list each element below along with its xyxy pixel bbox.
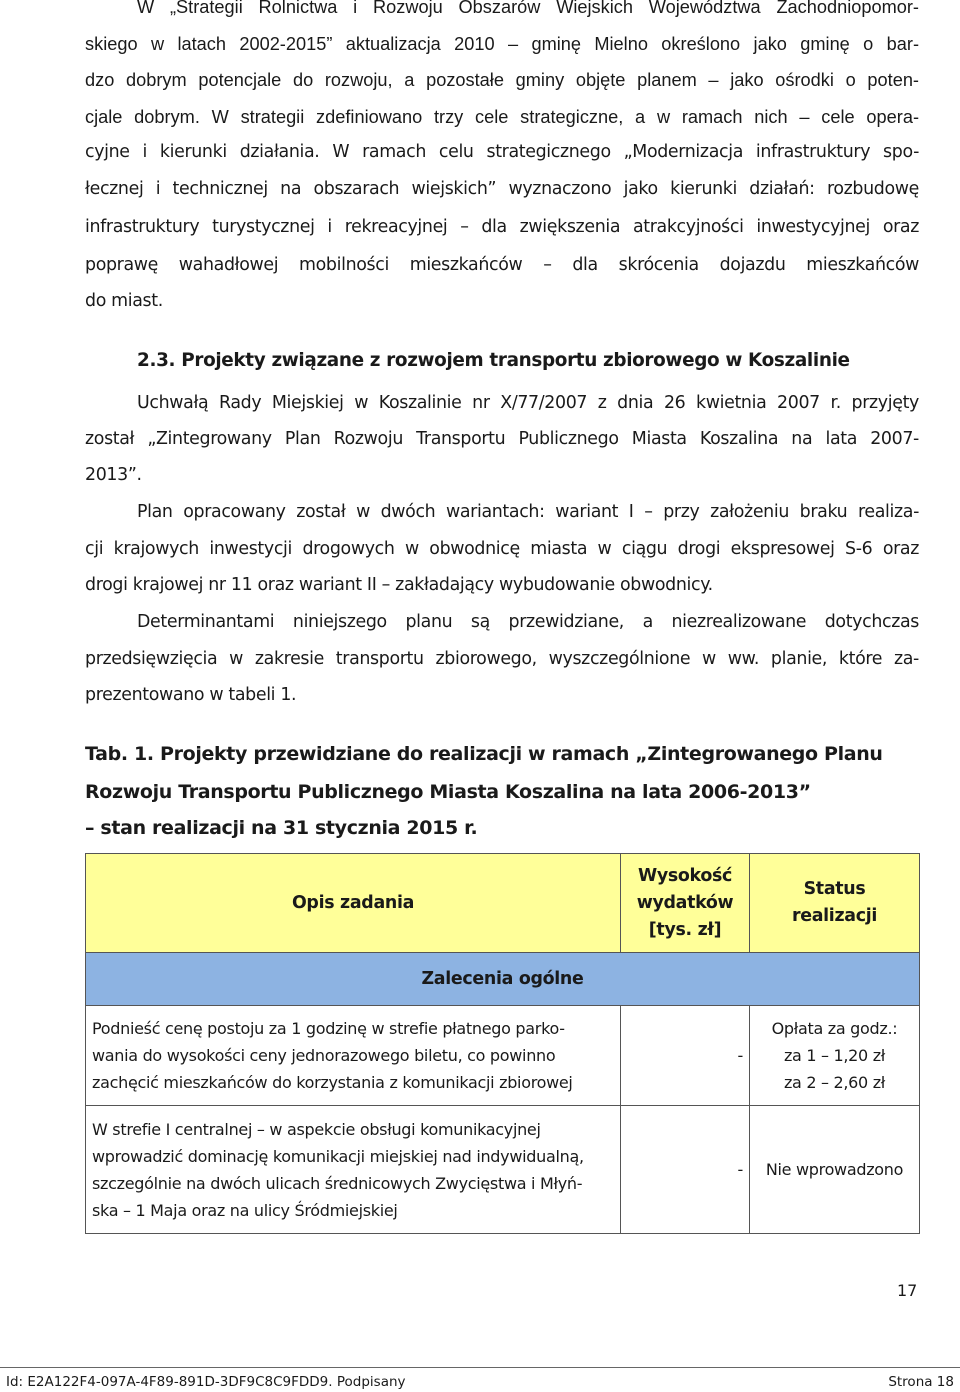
header-description: [86, 854, 621, 953]
header-status: [750, 854, 920, 953]
row-description: [86, 1106, 621, 1234]
row-cost: -: [621, 1006, 750, 1106]
status-line: Opłata za godz.:: [771, 1019, 898, 1038]
desc-line: Podnieść cenę postoju za 1 godzinę w strefie płatnego parko-: [92, 1019, 565, 1038]
status-line: Nie wprowadzono: [765, 1160, 904, 1179]
desc-line: W strefie I centralnej – w aspekcie obsługi komunikacyjnej: [92, 1119, 541, 1139]
status-line: za 2 – 2,60 zł: [783, 1073, 886, 1092]
body-line: cyjne i kierunki działania. W ramach celu strategicznego „Modernizacja infrastruktury spo-: [85, 142, 919, 162]
status-line: za 1 – 1,20 zł: [783, 1046, 886, 1065]
header-label: Wysokość: [637, 865, 733, 886]
row-description: [86, 1006, 621, 1106]
desc-line: wania do wysokości ceny jednorazowego biletu, co powinno: [92, 1046, 556, 1065]
body-line: drogi krajowej nr 11 oraz wariant II – zakładający wybudowanie obwodnicy.: [85, 575, 713, 595]
body-line: Uchwałą Rady Miejskiej w Koszalinie nr X/77/2007 z dnia 26 kwietnia 2007 r. przyjęty: [137, 393, 919, 413]
body-line: Plan opracowany został w dwóch wariantach: wariant I – przy założeniu braku realiza-: [137, 502, 919, 522]
table-header-row: [86, 854, 920, 953]
table-row: [86, 1106, 920, 1234]
header-label: realizacji: [791, 906, 878, 926]
document-id-text: Id: E2A122F4-097A-4F89-891D-3DF9C8C9FDD9. Podpisany: [6, 1374, 406, 1390]
body-line: przedsięwzięcia w zakresie transportu zbiorowego, wyszczególnione w ww. planie, które za-: [85, 649, 919, 669]
intro-line: dzo dobrym potencjale do rozwoju, a pozostałe gminy objęte planem – jako ośrodki o poten-: [85, 70, 919, 90]
table-title: Tab. 1. Projekty przewidziane do realizacji w ramach „Zintegrowanego Planu: [85, 743, 883, 765]
header-cost: [621, 854, 750, 953]
section-heading: 2.3. Projekty związane z rozwojem transportu zbiorowego w Koszalinie: [137, 350, 850, 371]
table-title: Rozwoju Transportu Publicznego Miasta Koszalina na lata 2006-2013”: [85, 781, 811, 803]
body-line: został „Zintegrowany Plan Rozwoju Transportu Publicznego Miasta Koszalina na lata 2007-: [85, 429, 919, 449]
row-status: [750, 1006, 920, 1106]
table-title: – stan realizacji na 31 stycznia 2015 r.: [85, 817, 478, 839]
desc-line: wprowadzić dominację komunikacji miejskiej nad indywidualną,: [92, 1146, 584, 1166]
page-number: 17: [897, 1281, 918, 1300]
body-line: łecznej i technicznej na obszarach wiejskich” wyznaczono jako kierunki działań: rozbudowę: [85, 179, 919, 199]
intro-line: W „Strategii Rolnictwa i Rozwoju Obszarów Wiejskich Województwa Zachodniopomor-: [137, 0, 919, 17]
body-line: infrastruktury turystycznej i rekreacyjnej – dla zwiększenia atrakcyjności inwestycyjnej oraz: [85, 217, 919, 237]
desc-line: szczególnie na dwóch ulicach średnicowych Zwycięstwa i Młyń-: [92, 1173, 583, 1193]
table-row: [86, 1006, 920, 1106]
body-line: prezentowano w tabeli 1.: [85, 685, 297, 705]
table-section-row: [86, 953, 920, 1006]
body-line: poprawę wahadłowej mobilności mieszkańców – dla skrócenia dojazdu mieszkańców: [85, 255, 919, 275]
body-line: cji krajowych inwestycji drogowych w obwodnicę miasta w ciągu drogi ekspresowej S-6 oraz: [85, 539, 919, 559]
body-line: do miast.: [85, 291, 163, 311]
desc-line: ska – 1 Maja oraz na ulicy Śródmiejskiej: [92, 1200, 398, 1220]
desc-line: zachęcić mieszkańców do korzystania z komunikacji zbiorowej: [92, 1073, 573, 1092]
section-label: Zalecenia ogólne: [86, 953, 920, 1006]
projects-table: [85, 853, 920, 1234]
footer-page-label: Strona 18: [888, 1374, 954, 1390]
header-label: [tys. zł]: [648, 919, 722, 940]
row-status: [750, 1106, 920, 1234]
header-label: Opis zadania: [291, 892, 415, 913]
row-cost: -: [621, 1106, 750, 1234]
intro-line: cjale dobrym. W strategii zdefiniowano trzy cele strategiczne, a w ramach nich – cele opera-: [85, 107, 919, 127]
header-label: wydatków: [636, 892, 734, 913]
header-label: Status: [803, 879, 866, 899]
signature-footer: [0, 1367, 960, 1392]
intro-line: skiego w latach 2002-2015” aktualizacja 2010 – gminę Mielno określono jako gminę o bar-: [85, 34, 919, 54]
body-line: Determinantami niniejszego planu są przewidziane, a niezrealizowane dotychczas: [137, 612, 919, 632]
body-line: 2013”.: [85, 465, 142, 485]
